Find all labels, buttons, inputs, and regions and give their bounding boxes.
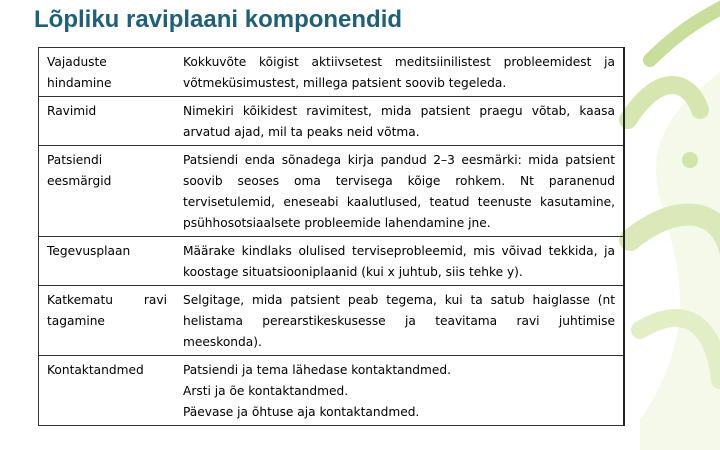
contact-line: Arsti ja õe kontaktandmed.: [183, 384, 349, 398]
table-row: [39, 286, 625, 356]
table-row: [39, 237, 625, 286]
row-label: Kontaktandmed: [39, 356, 176, 426]
row-label: Vajaduste hindamine: [39, 48, 176, 97]
table-row: [39, 146, 625, 237]
row-label: Ravimid: [39, 97, 176, 146]
components-table: [38, 47, 625, 426]
table-row: [39, 48, 625, 97]
row-description: Kokkuvõte kõigist aktiivsetest meditsiinilistest probleemidest ja võtmeküsimustest, millega patsient soovib tegeleda.: [175, 48, 624, 97]
contact-line: Patsiendi ja tema lähedase kontaktandmed.: [183, 363, 452, 377]
contact-line: Päevase ja õhtuse aja kontaktandmed.: [183, 405, 420, 419]
row-description: Selgitage, mida patsient peab tegema, kui ta satub haiglasse (nt helistama perearstikeskusesse ja teavitama ravi juhtimise meeskonda).: [175, 286, 624, 356]
page-title: Lõpliku raviplaani komponendid: [34, 6, 403, 33]
table-row: [39, 356, 625, 426]
row-description: Nimekiri kõikidest ravimitest, mida patsient praegu võtab, kaasa arvatud ajad, mil ta peaks neid võtma.: [175, 97, 624, 146]
row-label: Tegevusplaan: [39, 237, 176, 286]
row-description: Määrake kindlaks olulised terviseprobleemid, mis võivad tekkida, ja koostage situatsiooniplaanid (kui x juhtub, siis tehke y).: [175, 237, 624, 286]
row-description: Patsiendi enda sõnadega kirja pandud 2–3 eesmärki: mida patsient soovib seoses oma tervisega kõige rohkem. Nt paranenud tervisetulemid, eneseabi kaalutlused, teatud teenuste kasutamine, psühhosotsiaalsete probleemide lahendamine jne.: [175, 146, 624, 237]
row-description: [175, 356, 624, 426]
row-label: Katkematu ravi tagamine: [39, 286, 176, 356]
table-row: [39, 97, 625, 146]
row-label: Patsiendi eesmärgid: [39, 146, 176, 237]
